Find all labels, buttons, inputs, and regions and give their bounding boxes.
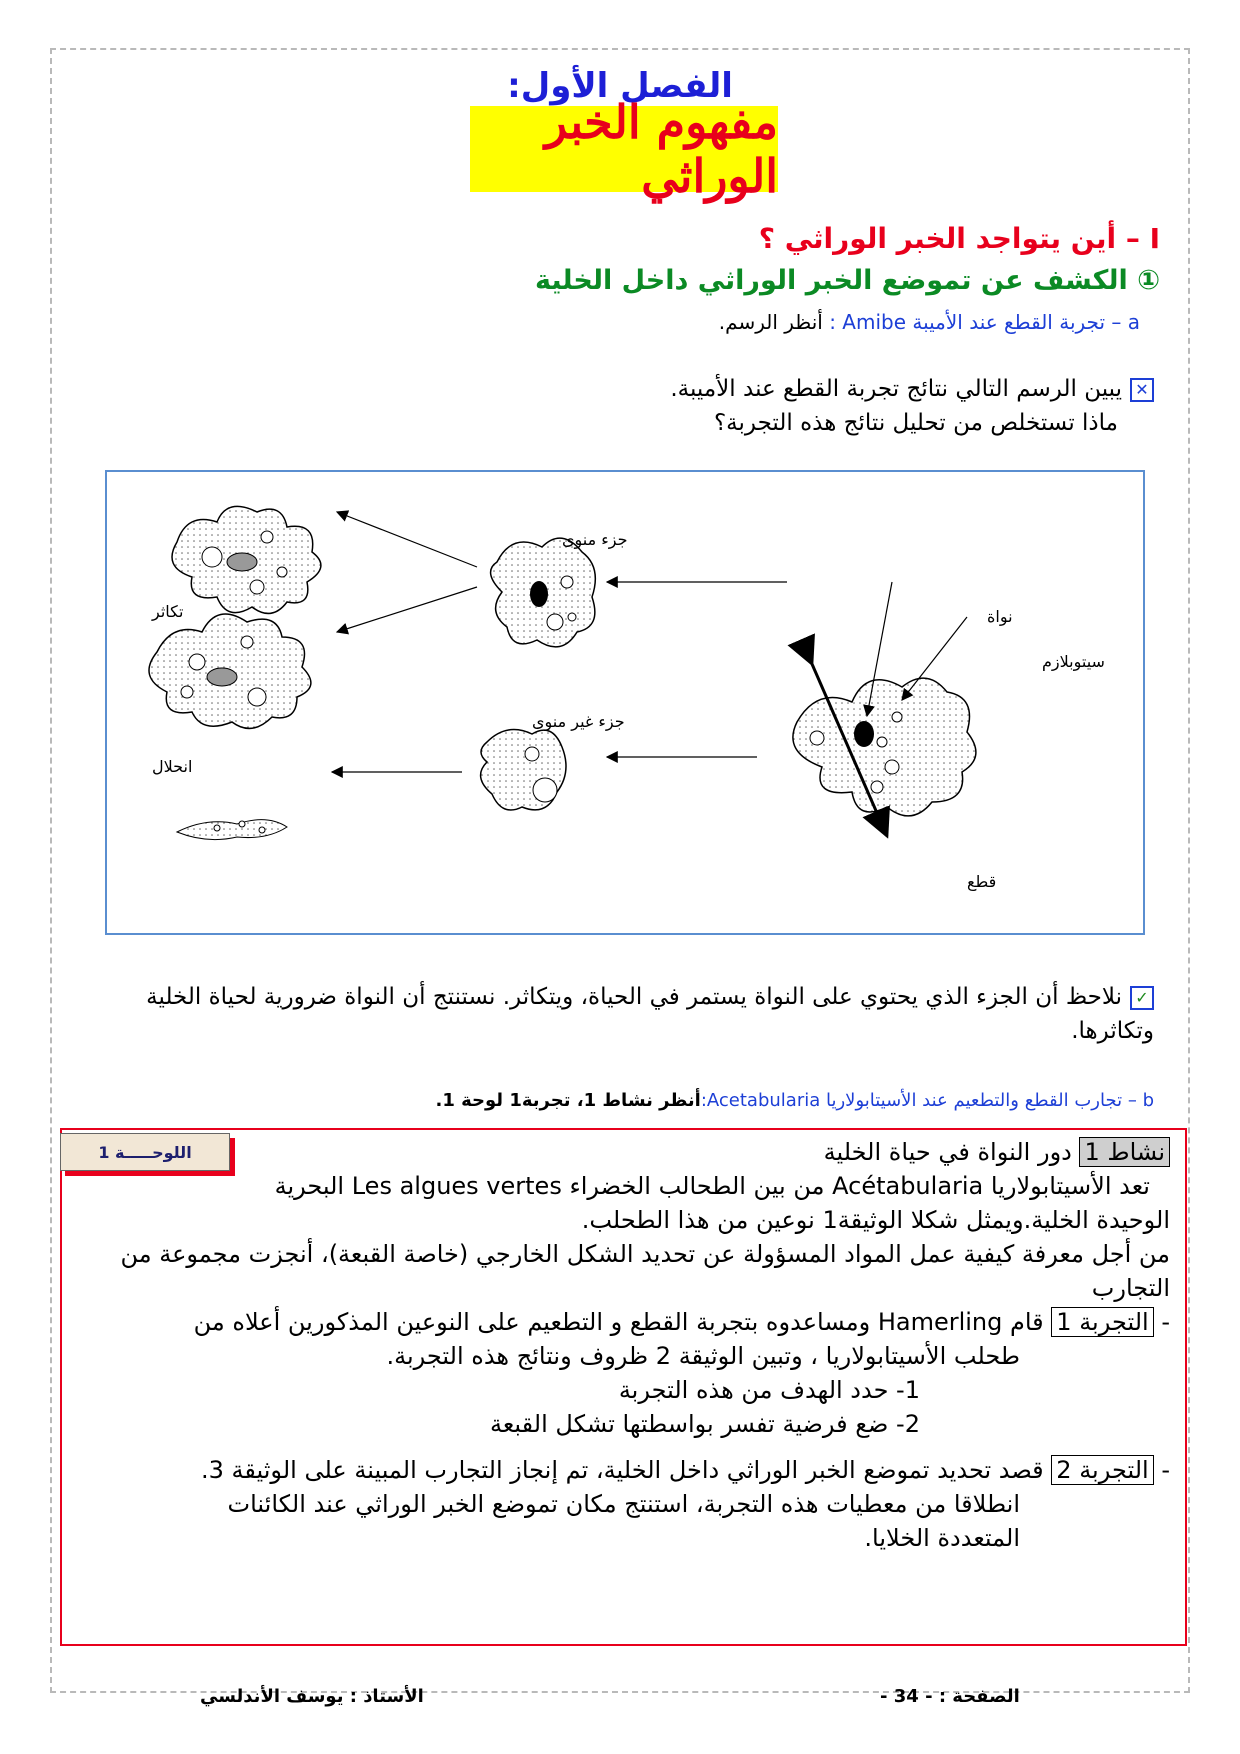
section-heading: I – أين يتواجد الخبر الوراثي ؟ — [758, 222, 1160, 255]
item-a-heading — [719, 310, 1140, 334]
page-number: الصفحة : - 34 - — [880, 1686, 1020, 1707]
conclusion-block: ✓نلاحظ أن الجزء الذي يحتوي على النواة يستمر في الحياة، ويتكاثر. نستنتج أن النواة ضرورية لحياة الخلية وتكاثرها. — [146, 984, 1154, 1044]
subsection-heading: ① الكشف عن تموضع الخبر الوراثي داخل الخلية — [534, 265, 1160, 296]
label-cytoplasm: سيتوبلازم — [1042, 652, 1105, 671]
amoeba-nucleated-fragment — [491, 538, 596, 647]
title-banner — [470, 95, 778, 203]
board-label: اللوحـــــة 1 — [60, 1133, 230, 1171]
amoeba-proliferation-1 — [172, 506, 321, 613]
label-nucleated: جزء منوى — [562, 530, 628, 549]
item-b-heading: b – تجارب القطع والتطعيم عند الأسيتابولاريا Acetabularia:أنظر نشاط 1، تجربة1 لوحة 1. — [435, 1090, 1154, 1111]
amoeba-original — [793, 678, 976, 816]
label-proliferation: تكاثر — [152, 602, 184, 621]
amoeba-anucleate-fragment — [481, 730, 566, 811]
page-title: مفهوم الخبر الوراثي — [544, 95, 778, 203]
experiment-2-tag: التجربة 2 — [1051, 1455, 1153, 1485]
checkbox-check-icon: ✓ — [1130, 986, 1154, 1010]
label-cut: قطع — [967, 872, 997, 891]
question-block: ✕يبين الرسم التالي نتائج تجربة القطع عند الأميبة. ماذا تستخلص من تحليل نتائج هذه التجربة؟ — [670, 372, 1154, 440]
label-lysis: انحلال — [152, 757, 193, 776]
label-anucleate: جزء غير منوى — [532, 712, 625, 731]
checkbox-x-icon: ✕ — [1130, 378, 1154, 402]
activity-content: نشاط 1 دور النواة في حياة الخلية تعد الأسيتابولاريا Acétabularia من بين الطحالب الخضراء Les algues vertes البحرية الوحيدة الخلية.ويمثل شكلا الوثيقة1 نوعين من هذا الطحلب. من أجل معرفة كيفية عمل المواد المسؤولة عن تحديد الشكل الخارجي (خاصة القبعة)، أنجزت مجموعة من التجارب - التجربة 1 قام Hamerling ومساعدوه بتجربة القطع و التطعيم على النوعين المذكورين أعلاه من طحلب الأسيتابولاريا ، وتبين الوثيقة 2 ظروف ونتائج هذه التجربة. 1- حدد الهدف من هذه التجربة 2- ضع فرضية تفسر بواسطتها تشكل القبعة - التجربة 2 قصد تحديد تموضع الخبر الوراثي داخل الخلية، تم إنجاز التجارب المبينة على الوثيقة 3. انطلاقا من معطيات هذه التجربة، استنتج مكان تموضع الخبر الوراثي عند الكائنات المتعددة الخلايا. — [120, 1138, 1170, 1552]
author: الأستاذ : يوسف الأندلسي — [200, 1686, 424, 1707]
experiment-1-tag: التجربة 1 — [1051, 1307, 1153, 1337]
amoeba-figure — [105, 470, 1145, 935]
amoeba-lysis — [177, 820, 287, 840]
label-nucleus: نواة — [987, 607, 1013, 626]
item-a-label: a – تجربة القطع عند الأميبة Amibe : — [829, 310, 1140, 334]
item-a-see: أنظر الرسم. — [718, 310, 823, 334]
amoeba-proliferation-2 — [149, 614, 311, 728]
chapter-title: الفصل الأول: — [507, 66, 733, 106]
activity-tag: نشاط 1 — [1079, 1137, 1170, 1167]
